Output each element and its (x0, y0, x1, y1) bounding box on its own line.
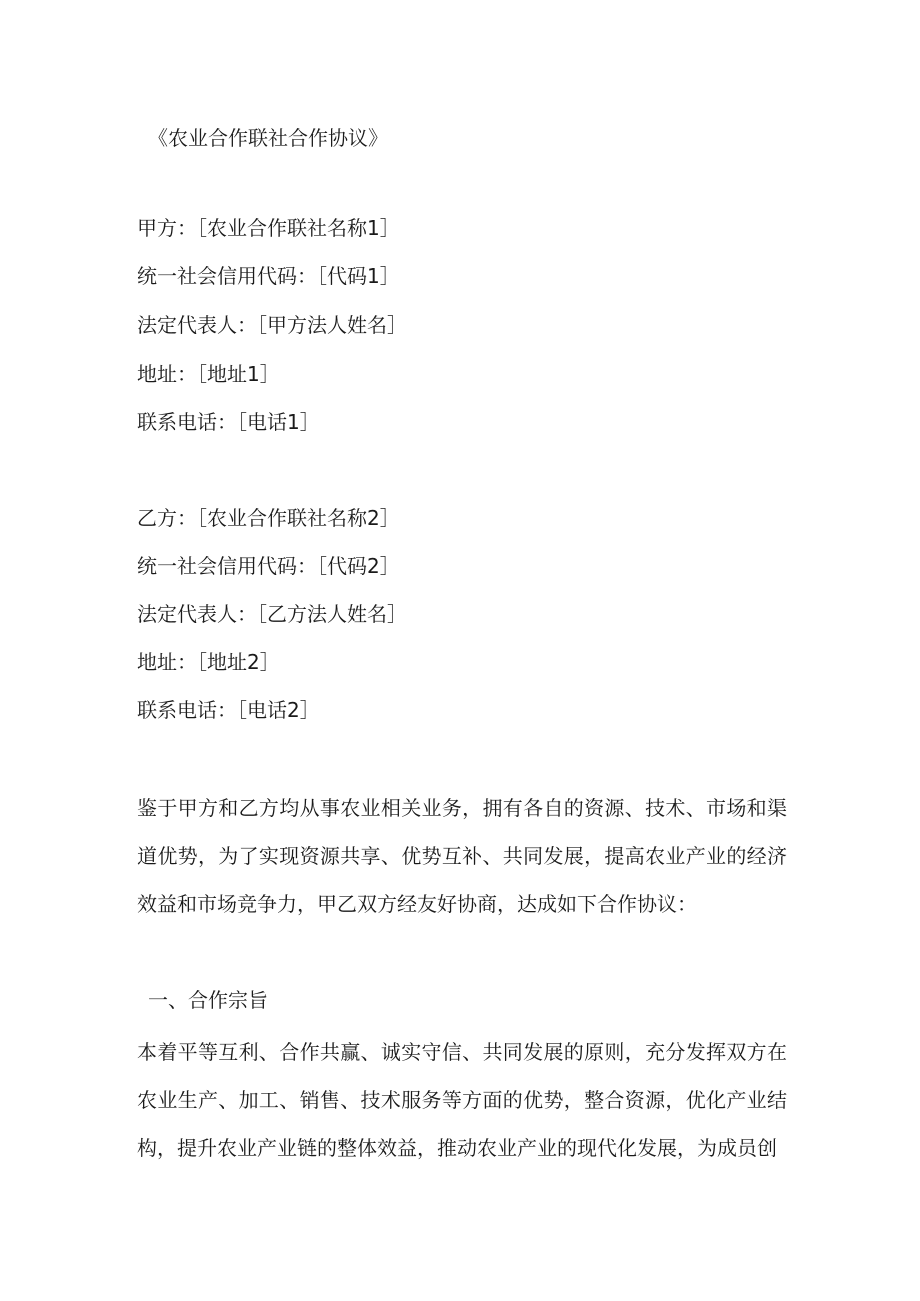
party-a-name: 甲方：［农业合作联社名称1］ (137, 216, 400, 240)
preamble-paragraph: 鉴于甲方和乙方均从事农业相关业务，拥有各自的资源、技术、市场和渠道优势，为了实现资源共享、优势互补、共同发展，提高农业产业的经济效益和市场竞争力，甲乙双方经友好协商，达成如下合作协议： (137, 796, 787, 916)
section-1-body: 本着平等互利、合作共赢、诚实守信、共同发展的原则，充分发挥双方在农业生产、加工、销售、技术服务等方面的优势，整合资源，优化产业结构，提升农业产业链的整体效益，推动农业产业的现代化发展，为成员创 (137, 1040, 787, 1160)
party-a-legal-rep: 法定代表人：［甲方法人姓名］ (137, 313, 407, 337)
party-a-address: 地址：［地址1］ (137, 362, 280, 386)
party-b-legal-rep: 法定代表人：［乙方法人姓名］ (137, 602, 407, 626)
party-a-phone: 联系电话：［电话1］ (137, 410, 320, 434)
party-b-address: 地址：［地址2］ (137, 650, 280, 674)
document-title: 《农业合作联社合作协议》 (148, 126, 388, 150)
party-b-credit-code: 统一社会信用代码：［代码2］ (137, 554, 400, 578)
section-1-heading: 一、合作宗旨 (148, 988, 268, 1012)
party-a-credit-code: 统一社会信用代码：［代码1］ (137, 264, 400, 288)
party-b-phone: 联系电话：［电话2］ (137, 698, 320, 722)
party-b-name: 乙方：［农业合作联社名称2］ (137, 506, 400, 530)
